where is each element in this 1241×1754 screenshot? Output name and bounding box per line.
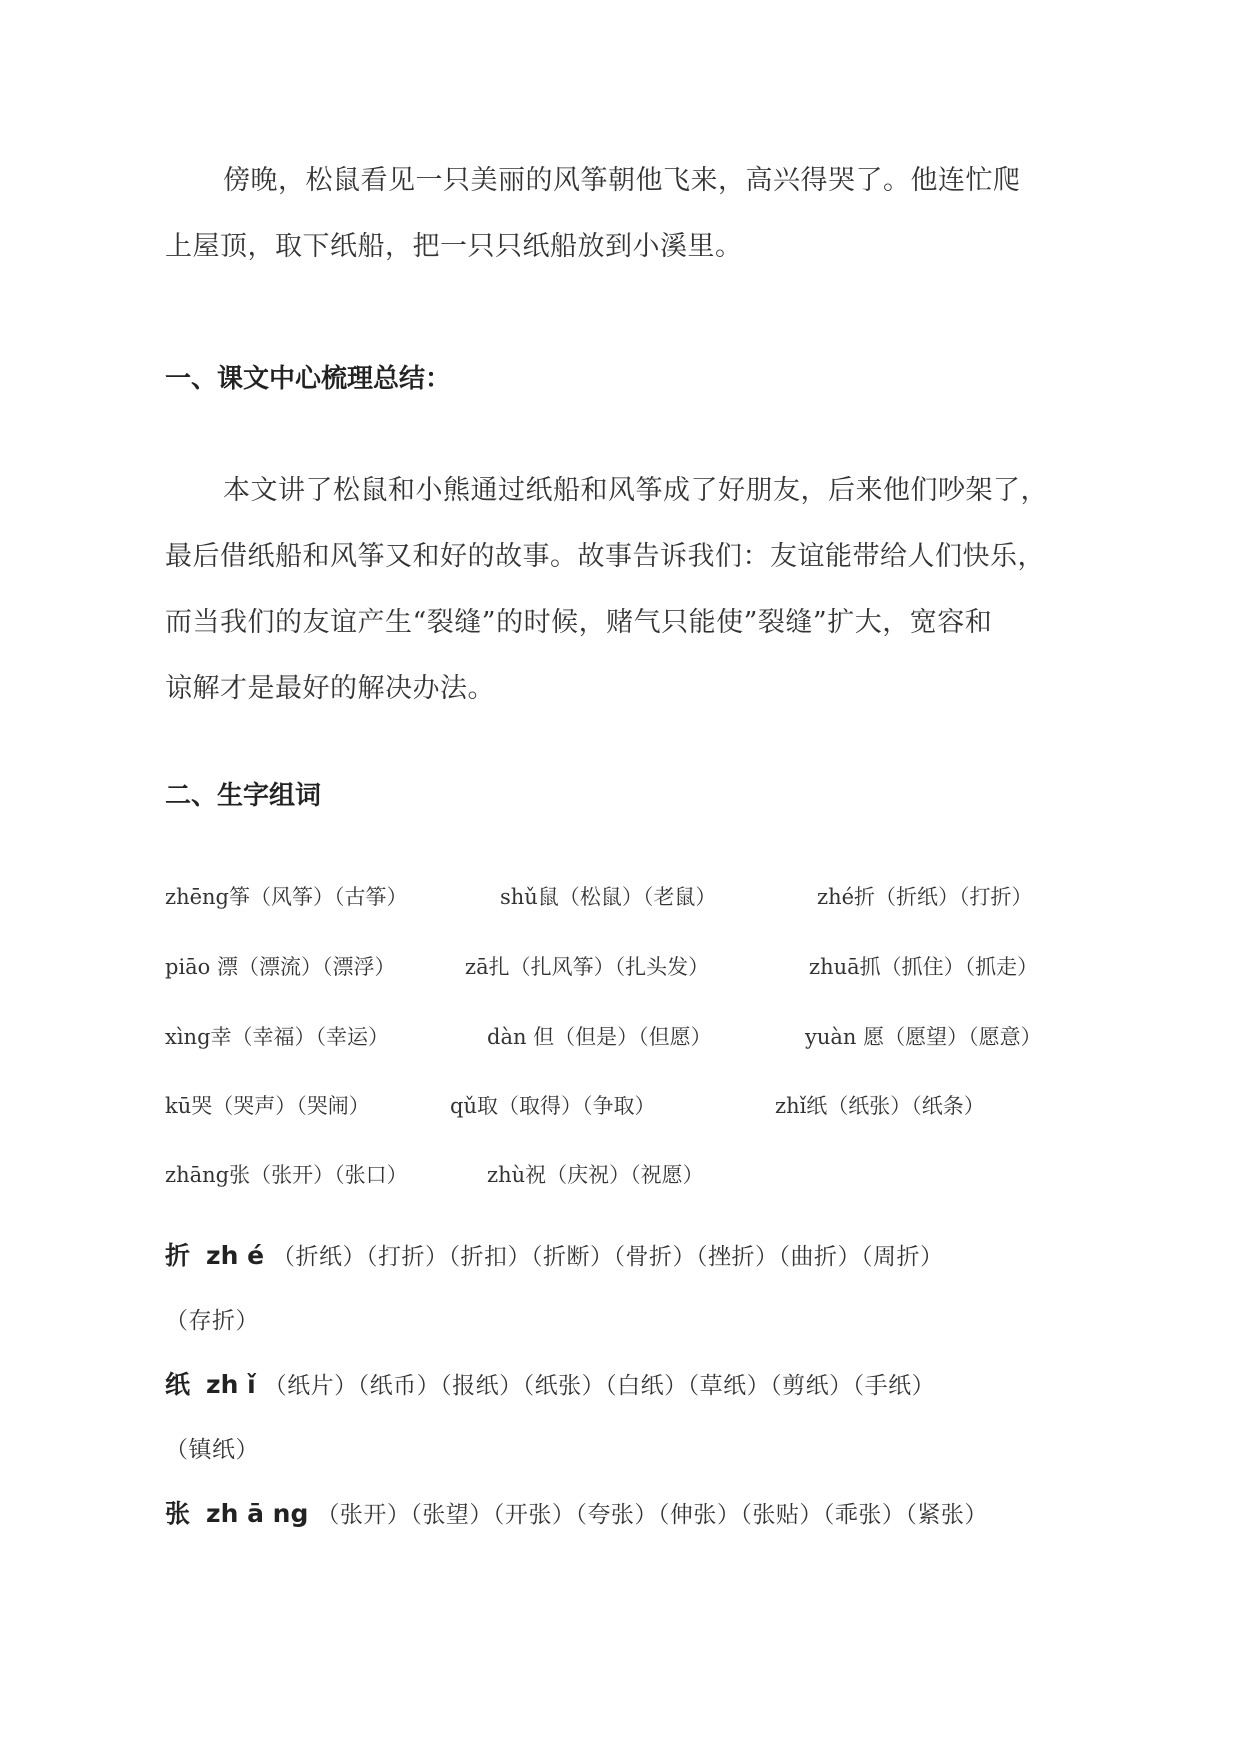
word-group-zhe-continued (165, 1302, 259, 1335)
summary-line-1: 本文讲了松鼠和小熊通过纸船和风筝成了好朋友，后来他们吵架了， (223, 475, 1048, 506)
vocab-entry: zhāng张（张开）（张口） (165, 1163, 408, 1187)
summary-line-2: 最后借纸船和风筝又和好的故事。故事告诉我们：友谊能带给人们快乐， (165, 541, 1045, 572)
vocab-entry: dàn 但（但是）（但愿） (487, 1025, 712, 1049)
section-2-heading: 二、生字组词 (165, 781, 322, 811)
word-group-zhe (165, 1236, 944, 1272)
word-group-char: 张 (165, 1499, 191, 1528)
word-group-char: 纸 (165, 1370, 191, 1399)
word-group-pinyin: zh ǐ (206, 1370, 256, 1399)
word-group-words: （镇纸） (165, 1437, 259, 1463)
vocab-entry: zhù祝（庆祝）（祝愿） (487, 1163, 704, 1187)
summary-line-4: 谅解才是最好的解决办法。 (165, 673, 495, 704)
summary-line-3: 而当我们的友谊产生“裂缝”的时候，赌气只能使”裂缝”扩大，宽容和 (165, 607, 993, 638)
vocab-entry: kū哭（哭声）（哭闹） (165, 1094, 370, 1118)
word-group-words: （折纸）（打折）（折扣）（折断）（骨折）（挫折）（曲折）（周折） (272, 1244, 944, 1270)
vocab-entry: qǔ取（取得）（争取） (450, 1094, 656, 1118)
word-group-words: （纸片）（纸币）（报纸）（纸张）（白纸）（草纸）（剪纸）（手纸） (263, 1373, 936, 1399)
word-group-zhi-continued (165, 1431, 259, 1464)
intro-paragraph (165, 148, 1075, 280)
vocab-entry: zhēng筝（风筝）（古筝） (165, 885, 408, 909)
vocab-entry: zhuā抓（抓住）（抓走） (809, 955, 1039, 979)
word-group-zhi (165, 1365, 935, 1401)
vocab-entry: piāo 漂（漂流）（漂浮） (165, 955, 396, 979)
vocab-entry: yuàn 愿（愿望）（愿意） (805, 1025, 1042, 1049)
word-group-char: 折 (165, 1241, 191, 1270)
intro-line-1: 傍晚，松鼠看见一只美丽的风筝朝他飞来，高兴得哭了。他连忙爬 (223, 165, 1021, 196)
intro-line-2: 上屋顶，取下纸船，把一只只纸船放到小溪里。 (165, 231, 743, 262)
vocab-entry: shǔ鼠（松鼠）（老鼠） (500, 885, 717, 909)
word-group-words: （存折） (165, 1308, 259, 1334)
word-group-zhang (165, 1494, 988, 1530)
word-group-words: （张开）（张望）（开张）（夸张）（伸张）（张贴）（乖张）（紧张） (316, 1502, 988, 1528)
section-1-heading: 一、课文中心梳理总结： (165, 364, 452, 394)
word-group-pinyin: zh é (206, 1241, 265, 1270)
vocab-entry: xìng幸（幸福）（幸运） (165, 1025, 390, 1049)
vocab-entry: zhé折（折纸）（打折） (817, 885, 1033, 909)
vocab-entry: zā扎（扎风筝）（扎头发） (465, 955, 710, 979)
word-group-pinyin: zh ā ng (206, 1499, 309, 1528)
vocab-entry: zhǐ纸（纸张）（纸条） (775, 1094, 985, 1118)
summary-paragraph (165, 458, 1075, 722)
